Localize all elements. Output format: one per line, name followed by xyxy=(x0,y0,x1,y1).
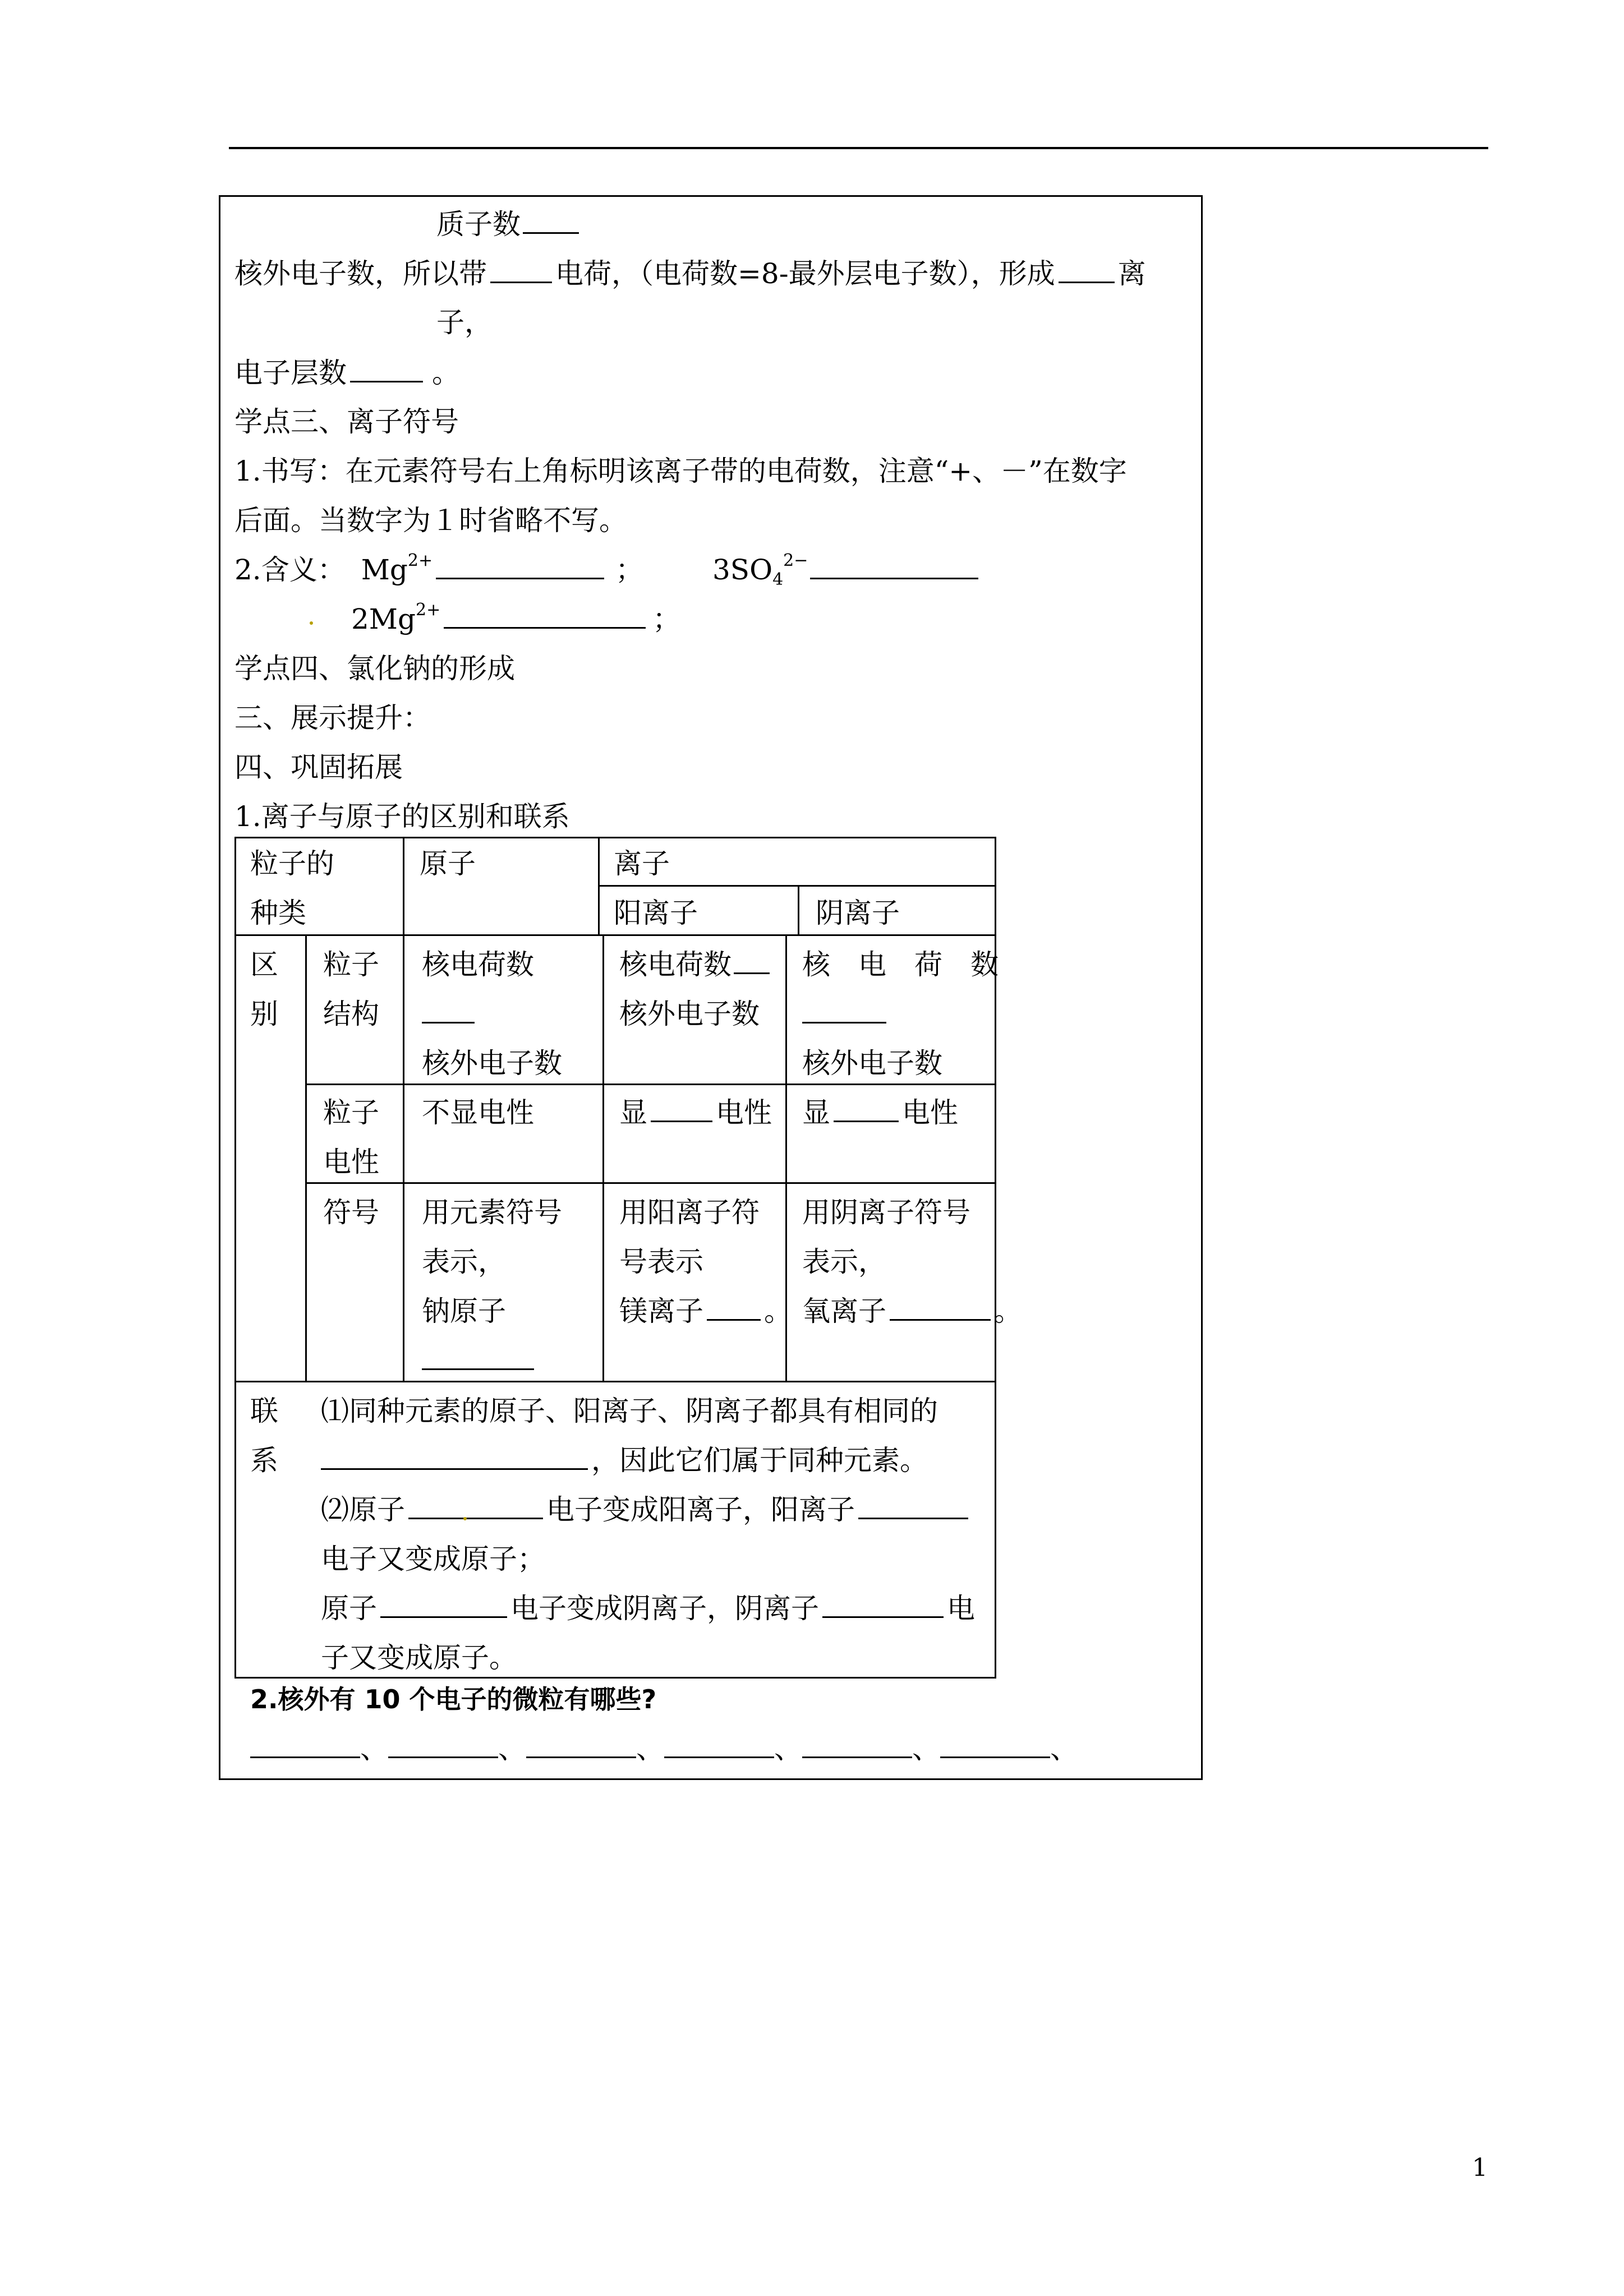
cation-struct: 核电荷数 xyxy=(619,940,773,989)
atom-sym-blank xyxy=(422,1336,534,1385)
atom-struct: 核外电子数 xyxy=(422,1047,562,1080)
header-ion: 离子 xyxy=(614,847,670,880)
atom-struct: 核电荷数 xyxy=(422,948,534,981)
elec-label: 电性 xyxy=(323,1146,379,1178)
mg2-item: $2Mg^{2+}$ ； xyxy=(351,600,681,635)
section-heading: 四、巩固拓展 xyxy=(234,751,403,783)
atom-sym: 用元素符号 xyxy=(422,1196,562,1229)
shell-line: 电子层数 。 xyxy=(234,357,460,389)
diff-label: 区 xyxy=(250,948,278,981)
page-number: 1 xyxy=(1472,2154,1488,2182)
electron-line: 核外电子数，所以带 电荷，（电荷数=8-最外层电子数），形成 离 xyxy=(234,257,1146,290)
atom-sym: 表示， xyxy=(422,1246,506,1278)
stray-dot xyxy=(310,621,313,625)
writing-rule-1: 1.书写：在元素符号右上角标明该离子带的电荷数，注意“+、－”在数字 xyxy=(234,455,1127,487)
relation-2b: 电子又变成原子； xyxy=(321,1543,545,1575)
anion-sym: 氧离子 。 xyxy=(802,1295,1022,1327)
cation-elec: 显 电性 xyxy=(619,1096,772,1129)
section-heading: 三、展示提升： xyxy=(234,702,431,734)
relation-1: ⑴同种元素的原子、阳离子、阴离子都具有相同的 xyxy=(321,1395,938,1427)
anion-struct: 核 电 荷 数 xyxy=(802,948,999,981)
cation-sym: 镁离子 。 xyxy=(619,1295,792,1327)
writing-rule-2: 后面。当数字为１时省略不写。 xyxy=(234,504,627,537)
relation-3: 原子 电子变成阴离子，阴离子 电 xyxy=(321,1592,975,1625)
diff-label: 别 xyxy=(250,998,278,1030)
struct-label: 粒子 xyxy=(323,948,379,981)
answer-blanks: 、 、 、 、 、 、 xyxy=(250,1732,1078,1765)
electron-line-cont: 子， xyxy=(436,306,493,339)
relation-3b: 子又变成原子。 xyxy=(321,1642,517,1674)
struct-label: 结构 xyxy=(323,998,379,1030)
link-label: 联 xyxy=(250,1395,278,1427)
elec-label: 粒子 xyxy=(323,1096,379,1129)
atom-elec: 不显电性 xyxy=(422,1096,534,1129)
relation-1b: ，因此它们属于同种元素。 xyxy=(321,1436,928,1485)
header-rule xyxy=(229,147,1488,149)
cation-sym: 号表示 xyxy=(619,1246,703,1278)
anion-struct-blank xyxy=(802,989,886,1039)
anion-struct: 核外电子数 xyxy=(802,1047,942,1080)
sym-label: 符号 xyxy=(323,1196,379,1229)
anion-elec: 显 电性 xyxy=(802,1096,958,1129)
cation-struct: 核外电子数 xyxy=(619,998,760,1030)
proton-line: 质子数 xyxy=(436,208,582,241)
header-cation: 阳离子 xyxy=(614,897,698,929)
atom-struct-blank xyxy=(422,989,475,1039)
cation-sym: 用阳离子符 xyxy=(619,1196,760,1229)
header-anion: 阴离子 xyxy=(816,897,900,929)
atom-sym: 钠原子 xyxy=(422,1295,506,1327)
stray-dot xyxy=(463,1517,467,1520)
anion-sym: 用阴离子符号 xyxy=(802,1196,970,1229)
header-kind: 种类 xyxy=(250,897,306,929)
sulfate-item: $3SO_4^{2-}$ xyxy=(712,553,982,587)
header-atom: 原子 xyxy=(420,847,476,880)
header-kind: 粒子的 xyxy=(250,847,334,880)
question-1: 1.离子与原子的区别和联系 xyxy=(234,800,570,833)
anion-sym: 表示， xyxy=(802,1246,886,1278)
section-heading: 学点四、氯化钠的形成 xyxy=(234,652,515,685)
section-heading: 学点三、离子符号 xyxy=(234,405,459,438)
meaning-line: 2.含义： $Mg^{2+}$ ； xyxy=(234,551,644,586)
relation-2: ⑵原子 电子变成阳离子，阳离子 xyxy=(321,1485,972,1534)
question-2: 2.核外有 10 个电子的微粒有哪些? xyxy=(250,1684,657,1714)
link-label: 系 xyxy=(250,1444,278,1477)
